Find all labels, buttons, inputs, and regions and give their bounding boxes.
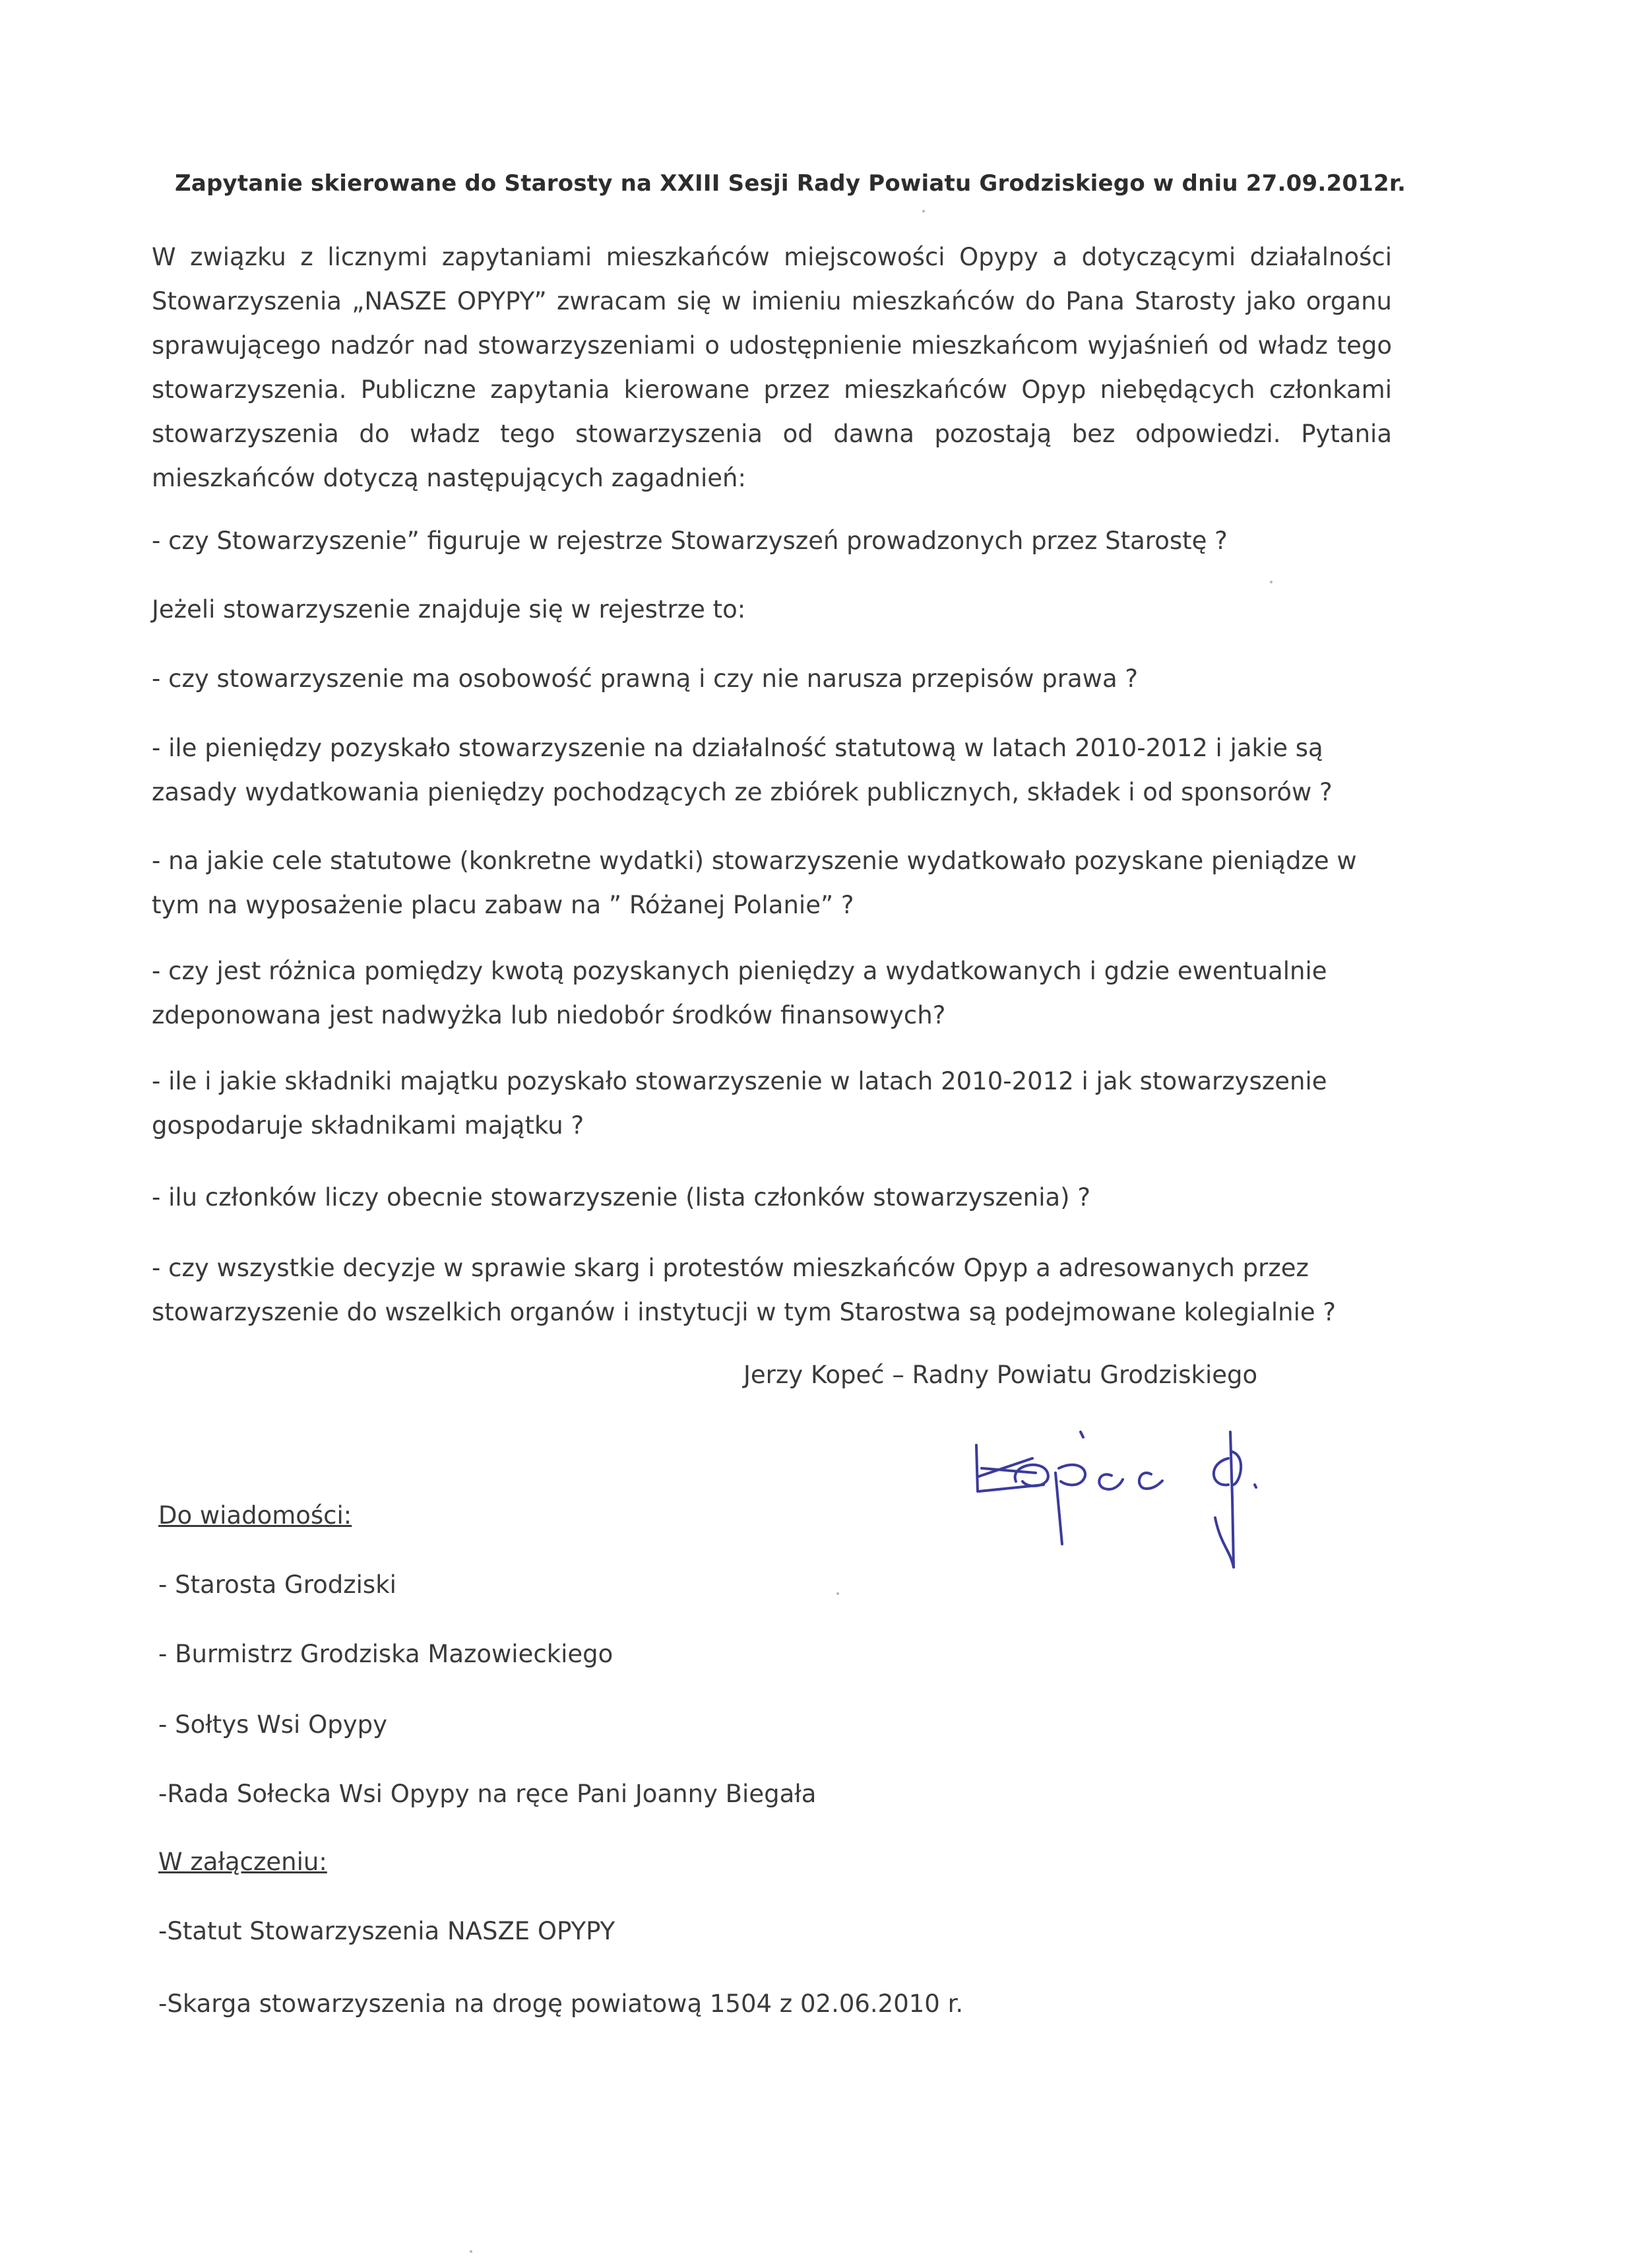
question-members: - ilu członków liczy obecnie stowarzyszenie (lista członków stowarzyszenia) ? <box>152 1183 1091 1212</box>
scan-speck <box>470 2250 472 2253</box>
recipient-item: - Sołtys Wsi Opypy <box>158 1710 387 1739</box>
attachment-item: -Statut Stowarzyszenia NASZE OPYPY <box>158 1917 615 1945</box>
attachments-heading: W załączeniu: <box>158 1848 327 1876</box>
question-legal-personality: - czy stowarzyszenie ma osobowość prawną i czy nie narusza przepisów prawa ? <box>152 664 1139 693</box>
scan-speck <box>922 210 925 212</box>
scan-speck <box>1270 581 1273 583</box>
question-assets: - ile i jakie składniki majątku pozyskało stowarzyszenie w latach 2010-2012 i jak stowarzyszenie gospodaruje składnikami majątku ? <box>152 1067 1327 1140</box>
handwritten-signature <box>970 1419 1260 1571</box>
question-balance: - czy jest różnica pomiędzy kwotą pozyskanych pieniędzy a wydatkowanych i gdzie ewentualnie zdeponowana jest nadwyżka lub niedobór środków finansowych? <box>152 957 1327 1029</box>
document-title: Zapytanie skierowane do Starosty na XXIII Sesji Rady Powiatu Grodziskiego w dniu 27.09.2012r. <box>175 170 1406 197</box>
question-funds: - ile pieniędzy pozyskało stowarzyszenie na działalność statutową w latach 2010-2012 i jakie są zasady wydatkowania pieniędzy pochodzących ze zbiórek publicznych, składek i od sponsorów ? <box>152 734 1333 806</box>
intro-paragraph: W związku z licznymi zapytaniami mieszkańców miejscowości Opypy a dotyczącymi działalności Stowarzyszenia „NASZE OPYPY” zwracam się w imieniu mieszkańców do Pana Starosty jako organu sprawującego nadzór nad stowarzyszeniami o udostępnienie mieszkańcom wyjaśnień od władz tego stowarzyszenia. Publiczne zapytania kierowane przez mieszkańców Opyp niebędących członkami stowarzyszenia do władz tego stowarzyszenia od dawna pozostają bez odpowiedzi. Pytania mieszkańców dotyczą następujących zagadnień: <box>152 243 1392 492</box>
recipient-item: - Starosta Grodziski <box>158 1571 396 1599</box>
question-condition: Jeżeli stowarzyszenie znajduje się w rejestrze to: <box>152 595 746 624</box>
question-decisions: - czy wszystkie decyzje w sprawie skarg i protestów mieszkańców Opyp a adresowanych przez stowarzyszenie do wszelkich organów i instytucji w tym Starostwa są podejmowane kolegialnie ? <box>152 1254 1337 1326</box>
recipients-heading: Do wiadomości: <box>158 1501 352 1530</box>
question-statutory-goals: - na jakie cele statutowe (konkretne wydatki) stowarzyszenie wydatkowało pozyskane pieniądze w tym na wyposażenie placu zabaw na ” Różanej Polanie” ? <box>152 847 1357 919</box>
scan-speck <box>836 1592 839 1595</box>
recipient-item: - Burmistrz Grodziska Mazowieckiego <box>158 1640 614 1668</box>
attachment-item: -Skarga stowarzyszenia na drogę powiatową 1504 z 02.06.2010 r. <box>158 1990 964 2018</box>
recipient-item: -Rada Sołecka Wsi Opypy na ręce Pani Joanny Biegała <box>158 1780 817 1808</box>
signature-name: Jerzy Kopeć – Radny Powiatu Grodziskiego <box>743 1361 1258 1389</box>
question-registry: - czy Stowarzyszenie” figuruje w rejestrze Stowarzyszeń prowadzonych przez Starostę ? <box>152 527 1228 555</box>
